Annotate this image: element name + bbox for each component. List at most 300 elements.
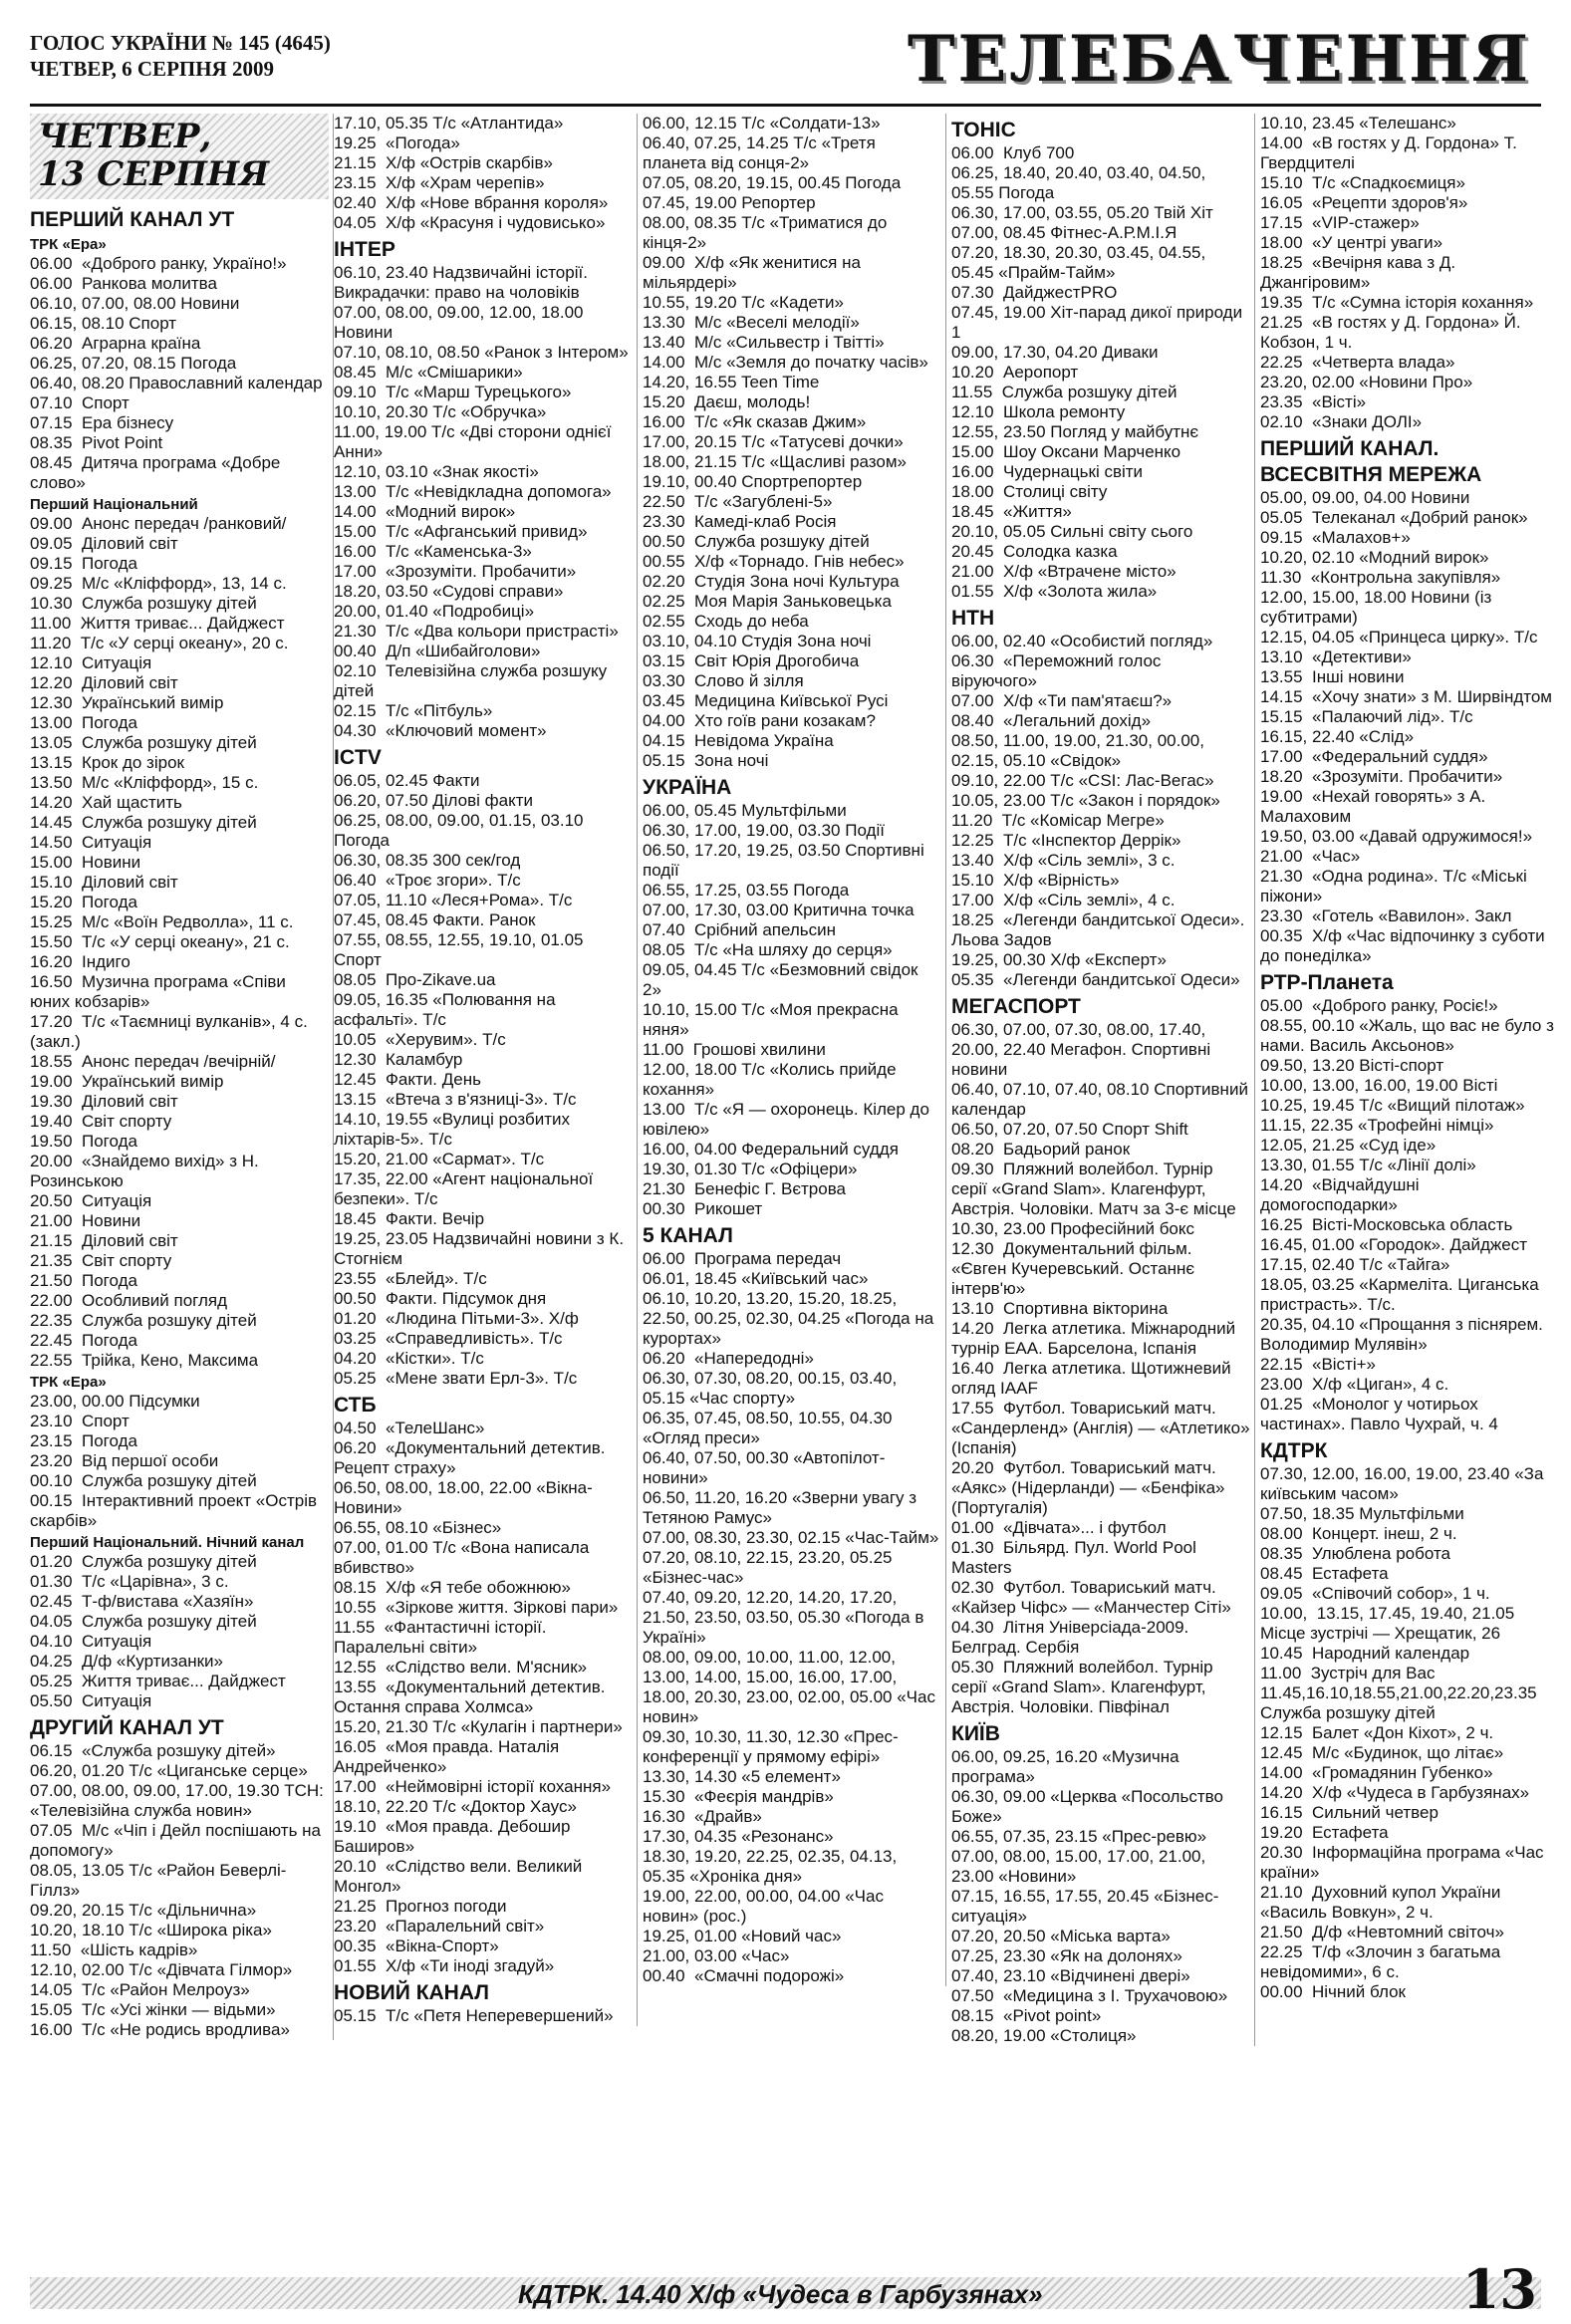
listing-line: 12.45 М/с «Будинок, що літає» — [1260, 1743, 1504, 1762]
channel-block — [334, 1980, 633, 2026]
listing-line: 18.00, 21.15 Т/с «Щасливі разом» — [643, 452, 907, 471]
listing-line: 09.00 Анонс передач /ранковий/ — [30, 514, 287, 533]
listing-line: 11.15, 22.35 «Трофейні німці» — [1260, 1116, 1494, 1135]
listing-line: 12.30 Український вимір — [30, 693, 224, 712]
listing-line: 23.20 «Паралельний світ» — [334, 1917, 545, 1936]
listing-line: 16.00 Т/с «Каменська-3» — [334, 542, 532, 561]
listing-line: 23.15 Х/ф «Храм черепів» — [334, 173, 545, 192]
listing-line: 18.55 Анонс передач /вечірній/ — [30, 1052, 276, 1071]
listing-line: 22.50 Т/с «Загублені-5» — [643, 492, 833, 511]
listing-line: 07.10, 08.10, 08.50 «Ранок з Інтером» — [334, 343, 629, 362]
listing-line: 19.50 Погода — [30, 1132, 137, 1151]
listing-line: 09.10, 22.00 Т/с «CSI: Лас-Вегас» — [951, 771, 1214, 790]
listing-line: 06.00, 02.40 «Особистий погляд» — [951, 632, 1213, 650]
channel-block — [951, 606, 1250, 990]
listing-line: 21.10 Духовний купол України «Василь Вовкун», 2 ч. — [1260, 1883, 1506, 1922]
listing-line: 10.10, 20.30 Т/с «Обручка» — [334, 402, 547, 421]
listing-line: 05.25 «Мене звати Ерл-3». Т/с — [334, 1369, 578, 1388]
listing-line: 02.10 «Знаки ДОЛІ» — [1260, 412, 1423, 431]
listing-line: 07.00, 08.00, 15.00, 17.00, 21.00, 23.00 «Новини» — [951, 1847, 1210, 1886]
listing-line: 02.25 Моя Марія Заньковецька — [643, 592, 892, 611]
listing-line: 07.05 М/с «Чіп і Дейл поспішають на допомогу» — [30, 1821, 326, 1860]
listing-line: 01.30 Більярд. Пул. World Pool Masters — [951, 1538, 1201, 1577]
listing-line: 21.00, 03.00 «Час» — [643, 1946, 790, 1965]
listing-line: 04.50 «ТелеШанс» — [334, 1419, 485, 1437]
listing-line: 23.55 «Блейд». Т/с — [334, 1269, 487, 1288]
listing-line: 20.10 «Слідство вели. Великий Монгол» — [334, 1857, 588, 1896]
listing-line: 07.00, 08.00, 09.00, 12.00, 18.00 Новини — [334, 303, 589, 342]
listing-line: 03.15 Світ Юрія Дрогобича — [643, 651, 860, 670]
listing-line: 11.50 «Шість кадрів» — [30, 1940, 198, 1959]
listing-line: 05.00, 09.00, 04.00 Новини — [1260, 488, 1470, 507]
listing-line: 07.15, 16.55, 17.55, 20.45 «Бізнес-ситуація» — [951, 1887, 1219, 1926]
listing-line: 18.30, 19.20, 22.25, 02.35, 04.13, 05.35 «Хроніка дня» — [643, 1847, 902, 1886]
listing-line: 14.50 Ситуація — [30, 833, 152, 852]
listing-line: 16.25 Вісті-Московська область — [1260, 1215, 1513, 1234]
listing-line: 00.40 Д/п «Шибайголови» — [334, 642, 541, 660]
listing-line: 00.50 Служба розшуку дітей — [643, 532, 870, 551]
listing-column-5 — [1260, 114, 1559, 2002]
listing-line: 04.00 Хто гоїв рани козакам? — [643, 711, 876, 730]
listing-line: 18.45 «Життя» — [951, 502, 1072, 521]
listing-line: 06.30, 07.30, 08.20, 00.15, 03.40, 05.15 «Час спорту» — [643, 1369, 902, 1408]
listing-line: 09.05 Діловий світ — [30, 534, 178, 553]
listing-line: 10.10, 15.00 Т/с «Моя прекрасна няня» — [643, 1000, 904, 1039]
listing-line: 21.50 Погода — [30, 1271, 137, 1290]
listing-line: 07.15 Ера бізнесу — [30, 413, 174, 432]
footer-promo: КДТРК. 14.40 Х/ф «Чудеса в Гарбузянах» — [518, 2279, 1043, 2309]
listing-line: 21.35 Світ спорту — [30, 1251, 172, 1270]
listing-line: 10.00, 13.15, 17.45, 19.40, 21.05 Місце зустрічі — Хрещатик, 26 — [1260, 1604, 1519, 1643]
channel-name: ICTV — [334, 746, 382, 769]
listing-line: 07.25, 23.30 «Як на долонях» — [951, 1946, 1182, 1965]
listing-line: 20.50 Ситуація — [30, 1191, 152, 1210]
listing-line: 14.20 Легка атлетика. Міжнародний турнір ЕАА. Барселона, Іспанія — [951, 1319, 1240, 1358]
listing-line: 06.00 Клуб 700 — [951, 143, 1075, 162]
listing-line: 08.00, 08.35 Т/с «Триматися до кінця-2» — [643, 213, 893, 252]
listing-line: 12.30 Каламбур — [334, 1050, 463, 1069]
listing-line: 15.05 Т/с «Усі жінки — відьми» — [30, 2000, 276, 2019]
channel-block — [334, 114, 633, 233]
listing-line: 11.20 Т/с «Комісар Мегре» — [951, 811, 1165, 830]
listing-line: 06.30, 17.00, 19.00, 03.30 Події — [643, 821, 885, 840]
listing-line: 06.30, 08.35 300 сек/год — [334, 851, 521, 870]
listing-line: 06.00 Ранкова молитва — [30, 274, 217, 293]
listing-line: 12.55 «Слідство вели. М'ясник» — [334, 1658, 588, 1677]
listing-line: 19.50, 03.00 «Давай одружимося!» — [1260, 827, 1533, 846]
listing-line: 04.25 Д/ф «Куртизанки» — [30, 1652, 223, 1671]
listing-line: 15.20, 21.00 «Сармат». Т/с — [334, 1150, 545, 1168]
listing-line: 11.00 Зустріч для Вас — [1260, 1664, 1436, 1682]
listing-line: 15.15 «Палаючий лід». Т/с — [1260, 707, 1473, 726]
listing-line: 10.10, 23.45 «Телешанс» — [1260, 114, 1456, 132]
listing-line: 10.20, 02.10 «Модний вирок» — [1260, 548, 1489, 567]
listing-line: 06.20 «Напередодні» — [643, 1349, 814, 1368]
channel-name: КДТРК — [1260, 1439, 1328, 1462]
listing-line: 09.25 М/с «Кліффорд», 13, 14 с. — [30, 574, 287, 593]
channel-block — [951, 1721, 1250, 2046]
listing-line: 10.20 Аеропорт — [951, 363, 1079, 382]
listing-line: 17.20 Т/с «Таємниці вулканів», 4 с. (закл.) — [30, 1012, 313, 1051]
listing-line: 05.50 Ситуація — [30, 1691, 152, 1710]
listing-line: 06.00, 05.45 Мультфільми — [643, 801, 847, 820]
listing-line: 05.15 Зона ночі — [643, 751, 769, 770]
listing-line: 13.15 «Втеча з в'язниці-3». Т/с — [334, 1090, 577, 1109]
subchannel-name: ТРК «Ера» — [30, 236, 107, 253]
listing-line: 06.55, 07.35, 23.15 «Прес-ревю» — [951, 1827, 1207, 1846]
listing-line: 19.30 Діловий світ — [30, 1092, 178, 1111]
listing-column-3 — [643, 114, 946, 1986]
listing-line: 02.20 Студія Зона ночі Культура — [643, 572, 900, 591]
listing-line: 14.05 Т/с «Район Мелроуз» — [30, 1980, 250, 1999]
listing-column-2 — [334, 114, 638, 2026]
listing-line: 06.35, 07.45, 08.50, 10.55, 04.30 «Огляд преси» — [643, 1409, 898, 1447]
listing-line: 15.10 Х/ф «Вірність» — [951, 871, 1120, 890]
listing-line: 06.40, 07.50, 00.30 «Автопілот-новини» — [643, 1448, 886, 1487]
listing-line: 14.00 «Модний вирок» — [334, 502, 516, 521]
listing-line: 07.05, 08.20, 19.15, 00.45 Погода — [643, 173, 902, 192]
listing-line: 21.30 Т/с «Два кольори пристрасті» — [334, 622, 619, 641]
listing-line: 01.00 «Дівчата»... і футбол — [951, 1518, 1167, 1537]
listing-line: 23.35 «Вісті» — [1260, 392, 1367, 411]
channel-block — [643, 114, 941, 771]
listing-line: 06.30, 17.00, 03.55, 05.20 Твій Хіт — [951, 203, 1213, 222]
listing-line: 23.20 Від першої особи — [30, 1451, 219, 1470]
listing-line: 08.05, 13.05 Т/с «Район Беверлі-Гіллз» — [30, 1861, 287, 1900]
listing-line: 02.15 Т/с «Пітбуль» — [334, 701, 493, 720]
listing-line: 16.20 Індиго — [30, 952, 131, 971]
listing-line: 00.00 Нічний блок — [1260, 1982, 1406, 2001]
listing-line: 08.35 Улюблена робота — [1260, 1544, 1451, 1563]
listing-line: 19.40 Світ спорту — [30, 1112, 172, 1131]
listing-line: 10.30, 23.00 Професійний бокс — [951, 1219, 1195, 1238]
listing-column-4 — [951, 114, 1255, 2046]
channel-block — [30, 207, 329, 1711]
listing-line: 07.20, 18.30, 20.30, 03.45, 04.55, 05.45 «Прайм-Тайм» — [951, 243, 1210, 282]
channel-block — [643, 775, 941, 1219]
listing-line: 17.55 Футбол. Товариський матч. «Сандерленд» (Англія) — «Атлетико» (Іспанія) — [951, 1399, 1255, 1457]
listing-line: 00.50 Факти. Підсумок дня — [334, 1289, 547, 1308]
listing-line: 13.00 Т/с «Невідкладна допомога» — [334, 482, 612, 501]
listing-line: 19.25 «Погода» — [334, 133, 460, 152]
listing-line: 07.45, 08.45 Факти. Ранок — [334, 910, 536, 929]
listing-line: 08.00 Концерт. інеш, 2 ч. — [1260, 1524, 1457, 1543]
listing-line: 15.10 Т/с «Спадкоємиця» — [1260, 173, 1465, 192]
listing-line: 14.20 Х/ф «Чудеса в Гарбузянах» — [1260, 1783, 1530, 1802]
listing-line: 13.30, 01.55 Т/с «Лінії долі» — [1260, 1156, 1476, 1174]
channel-name: ІНТЕР — [334, 238, 395, 261]
listing-line: 19.25, 00.30 Х/ф «Експерт» — [951, 950, 1167, 969]
listing-line: 23.30 Камеді-клаб Росія — [643, 512, 837, 531]
listing-line: 07.45, 19.00 Репортер — [643, 193, 816, 212]
listing-line: 07.40, 09.20, 12.20, 14.20, 17.20, 21.50, 23.50, 03.50, 05.30 «Погода в Україні» — [643, 1588, 929, 1647]
listing-line: 07.00, 01.00 Т/с «Вона написала вбивство» — [334, 1538, 595, 1577]
listing-line: 10.05, 23.00 Т/с «Закон і порядок» — [951, 791, 1220, 810]
listing-line: 12.25 Т/с «Інспектор Деррік» — [951, 831, 1181, 850]
listing-column-1 — [30, 114, 334, 2040]
listing-line: 04.30 Літня Універсіада-2009. Белград. Сербія — [951, 1618, 1194, 1657]
listing-line: 05.05 Телеканал «Добрий ранок» — [1260, 508, 1528, 527]
listing-line: 08.45 Естафета — [1260, 1564, 1389, 1583]
subchannel-name: Перший Національний — [30, 496, 198, 513]
listing-line: 08.20, 19.00 «Столиця» — [951, 2026, 1137, 2045]
listing-line: 13.40 Х/ф «Сіль землі», 3 с. — [951, 851, 1176, 870]
listing-line: 16.00 Чудернацькі світи — [951, 462, 1144, 481]
listing-line: 16.15, 22.40 «Слід» — [1260, 727, 1415, 746]
listing-line: 08.50, 11.00, 19.00, 21.30, 00.00, 02.15, 05.10 «Свідок» — [951, 731, 1209, 770]
listing-line: 21.30 «Одна родина». Т/с «Міські піжони» — [1260, 867, 1532, 905]
listing-line: 16.00, 04.00 Федеральний суддя — [643, 1140, 899, 1159]
listing-line: 13.05 Служба розшуку дітей — [30, 733, 257, 752]
listing-line: 08.35 Pivot Point — [30, 433, 163, 452]
listing-line: 13.55 «Документальний детектив. Остання справа Холмса» — [334, 1678, 611, 1716]
listing-line: 02.40 Х/ф «Нове вбрання короля» — [334, 193, 609, 212]
listing-line: 06.10, 23.40 Надзвичайні історії. Викрадачки: право на чоловіків — [334, 263, 593, 302]
listing-line: 20.10, 05.05 Сильні світу сього — [951, 522, 1193, 541]
listing-line: 06.01, 18.45 «Київський час» — [643, 1269, 869, 1288]
listing-line: 07.00, 08.45 Фітнес-А.Р.М.І.Я — [951, 223, 1178, 242]
channel-name: 5 КАНАЛ — [643, 1224, 733, 1247]
listing-line: 12.00, 15.00, 18.00 Новини (із субтитрами) — [1260, 588, 1497, 627]
listing-line: 19.10, 00.40 Спортрепортер — [643, 472, 863, 491]
listing-line: 17.35, 22.00 «Агент національної безпеки». Т/с — [334, 1169, 598, 1208]
listing-line: 08.05 Т/с «На шляху до серця» — [643, 940, 893, 959]
header-divider — [30, 104, 1541, 107]
listing-line: 06.40, 08.20 Православний календар — [30, 374, 323, 392]
day-title-line: 13 СЕРПНЯ — [38, 154, 269, 194]
listing-line: 18.45 Факти. Вечір — [334, 1209, 485, 1228]
listing-line: 10.45 Народний календар — [1260, 1644, 1470, 1663]
listing-line: 06.20, 07.50 Ділові факти — [334, 791, 533, 810]
listing-line: 10.05 «Херувим». Т/с — [334, 1030, 506, 1049]
listing-line: 08.40 «Легальний дохід» — [951, 711, 1152, 730]
listing-line: 09.05, 04.45 Т/с «Безмовний свідок 2» — [643, 960, 923, 999]
listing-line: 10.20, 18.10 Т/с «Широка ріка» — [30, 1921, 272, 1939]
listing-line: 05.25 Життя триває... Дайджест — [30, 1672, 286, 1690]
listing-line: 13.10 «Детективи» — [1260, 647, 1412, 666]
channel-block — [643, 1223, 941, 1986]
listing-line: 08.45 Дитяча програма «Добре слово» — [30, 453, 286, 492]
listing-line: 12.45 Факти. День — [334, 1070, 481, 1089]
listing-line: 11.30 «Контрольна закупівля» — [1260, 568, 1501, 587]
listing-line: 14.45 Служба розшуку дітей — [30, 813, 257, 832]
channel-name: ПЕРШИЙ КАНАЛ УТ — [30, 208, 235, 231]
channel-name: РТР-Планета — [1260, 971, 1394, 994]
listing-line: 08.20 Бадьорий ранок — [951, 1140, 1131, 1159]
listing-line: 09.30 Пляжний волейбол. Турнір серії «Grand Slam». Клагенфурт, Австрія. Чоловіки. Матч за 3-є місце — [951, 1160, 1236, 1218]
channel-block — [334, 1393, 633, 1976]
listing-line: 20.30 Інформаційна програма «Час країни» — [1260, 1843, 1549, 1882]
listing-line: 06.25, 07.20, 08.15 Погода — [30, 354, 237, 373]
listing-line: 16.50 Музична програма «Співи юних кобзарів» — [30, 972, 291, 1011]
listing-line: 19.35 Т/с «Сумна історія кохання» — [1260, 293, 1534, 312]
listing-line: 12.05, 21.25 «Суд іде» — [1260, 1136, 1437, 1155]
listing-line: 06.10, 10.20, 13.20, 15.20, 18.25, 22.50, 00.25, 02.30, 04.25 «Погода на курортах» — [643, 1289, 938, 1348]
listing-line: 13.50 М/с «Кліффорд», 15 с. — [30, 773, 259, 792]
channel-block — [334, 237, 633, 741]
listing-line: 07.55, 08.55, 12.55, 19.10, 01.05 Спорт — [334, 930, 589, 969]
day-title-line: ЧЕТВЕР, — [38, 117, 212, 156]
listing-line: 12.20 Діловий світ — [30, 673, 178, 692]
listing-line: 21.15 Діловий світ — [30, 1231, 178, 1250]
listing-line: 06.55, 17.25, 03.55 Погода — [643, 881, 850, 900]
listing-line: 15.00 Т/с «Афганський привид» — [334, 522, 588, 541]
listing-line: 12.10 Ситуація — [30, 653, 152, 672]
listing-line: 04.05 Служба розшуку дітей — [30, 1612, 257, 1631]
listing-line: 14.20 Хай щастить — [30, 793, 182, 812]
listing-line: 23.15 Погода — [30, 1431, 137, 1450]
listing-line: 02.10 Телевізійна служба розшуку дітей — [334, 661, 612, 700]
listing-line: 19.10 «Моя правда. Дебошир Баширов» — [334, 1817, 576, 1856]
listing-line: 01.30 Т/с «Царівна», 3 с. — [30, 1572, 229, 1591]
issue-date: ЧЕТВЕР, 6 СЕРПНЯ 2009 — [30, 57, 274, 81]
channel-block — [334, 745, 633, 1389]
listing-line: 19.00 Український вимір — [30, 1072, 224, 1091]
listing-line: 01.20 Служба розшуку дітей — [30, 1552, 257, 1571]
listing-line: 22.35 Служба розшуку дітей — [30, 1311, 257, 1330]
listing-line: 02.45 Т-ф/вистава «Хазяїн» — [30, 1592, 254, 1611]
listing-line: 02.30 Футбол. Товариський матч. «Кайзер Чіфс» — «Манчестер Сіті» — [951, 1578, 1231, 1617]
page-number: 13 — [1461, 2257, 1537, 2321]
listing-line: 01.25 «Монолог у чотирьох частинах». Павло Чухрай, ч. 4 — [1260, 1395, 1498, 1433]
listing-line: 07.00, 08.00, 09.00, 17.00, 19.30 ТСН: «Телевізійна служба новин» — [30, 1781, 329, 1820]
listing-line: 00.35 Х/ф «Час відпочинку з суботи до понеділка» — [1260, 926, 1550, 965]
listing-line: 16.05 «Рецепти здоров'я» — [1260, 193, 1468, 212]
listing-line: 05.35 «Легенди бандитської Одеси» — [951, 970, 1240, 989]
listing-line: 09.15 Погода — [30, 554, 137, 573]
listing-line: 10.55, 19.20 Т/с «Кадети» — [643, 293, 844, 312]
listing-line: 07.10 Спорт — [30, 393, 130, 412]
listing-line: 06.20, 01.20 Т/с «Циганське серце» — [30, 1761, 308, 1780]
listing-line: 20.45 Солодка казка — [951, 542, 1118, 561]
listing-line: 14.20 «Відчайдушні домогосподарки» — [1260, 1175, 1425, 1214]
day-title-box — [30, 114, 329, 199]
listing-line: 07.30, 12.00, 16.00, 19.00, 23.40 «За київським часом» — [1260, 1464, 1549, 1503]
listing-line: 13.40 М/с «Сильвестр і Твітті» — [643, 333, 885, 352]
listing-line: 13.10 Спортивна вікторина — [951, 1299, 1169, 1318]
listing-line: 01.55 Х/ф «Золота жила» — [951, 582, 1158, 601]
listing-line: 00.55 Х/ф «Торнадо. Гнів небес» — [643, 552, 905, 571]
listing-line: 07.30 ДайджестPRO — [951, 283, 1118, 302]
listing-line: 14.00 «Громадянин Губенко» — [1260, 1763, 1493, 1782]
listing-line: 04.20 «Кістки». Т/с — [334, 1349, 484, 1368]
listing-line: 16.00 Т/с «Як сказав Джим» — [643, 412, 867, 431]
listing-line: 08.55, 00.10 «Жаль, що вас не було з нами. Василь Аксьонов» — [1260, 1016, 1559, 1055]
listing-line: 12.30 Документальний фільм. «Євген Кучеревський. Останнє інтерв'ю» — [951, 1239, 1199, 1298]
listing-line: 20.00, 01.40 «Подробиці» — [334, 602, 535, 621]
listing-line: 21.00 «Час» — [1260, 847, 1361, 866]
listing-line: 20.00 «Знайдемо вихід» з Н. Розинською — [30, 1152, 264, 1190]
listing-line: 07.40 Срібний апельсин — [643, 920, 837, 939]
listing-line: 09.05 «Співочий собор», 1 ч. — [1260, 1584, 1490, 1603]
listing-line: 06.30, 07.00, 07.30, 08.00, 17.40, 20.00, 22.40 Мегафон. Спортивні новини — [951, 1020, 1215, 1079]
listing-line: 18.05, 03.25 «Кармеліта. Циганська пристрасть». Т/с. — [1260, 1275, 1544, 1314]
listing-line: 12.55, 23.50 Погляд у майбутнє — [951, 422, 1199, 441]
listing-line: 09.50, 13.20 Вісті-спорт — [1260, 1056, 1444, 1075]
issue-number: ГОЛОС УКРАЇНИ № 145 (4645) — [30, 31, 331, 55]
listing-line: 10.00, 13.00, 16.00, 19.00 Вісті — [1260, 1076, 1498, 1095]
channel-name: КИЇВ — [951, 1722, 1000, 1745]
listing-line: 03.10, 04.10 Студія Зона ночі — [643, 632, 872, 650]
listing-line: 06.40, 07.25, 14.25 Т/с «Третя планета від сонця-2» — [643, 133, 881, 172]
listing-line: 15.20, 21.30 Т/с «Кулагін і партнери» — [334, 1717, 623, 1736]
listing-line: 09.00 Х/ф «Як женитися на мільярдері» — [643, 253, 866, 292]
listing-line: 06.05, 02.45 Факти — [334, 771, 480, 790]
listing-line: 23.00, 00.00 Підсумки — [30, 1392, 200, 1411]
listing-line: 22.25 «Четверта влада» — [1260, 353, 1455, 372]
listing-line: 21.00 Новини — [30, 1211, 141, 1230]
listing-line: 16.05 «Моя правда. Наталія Андрейченко» — [334, 1737, 564, 1776]
listing-line: 06.15 «Служба розшуку дітей» — [30, 1741, 276, 1760]
channel-name: СТБ — [334, 1394, 377, 1417]
listing-line: 03.45 Медицина Київської Русі — [643, 691, 889, 710]
listing-line: 18.00 «У центрі уваги» — [1260, 233, 1443, 252]
listing-line: 00.30 Рикошет — [643, 1199, 763, 1218]
listing-line: 09.00, 17.30, 04.20 Диваки — [951, 343, 1159, 362]
listing-line: 04.15 Невідома Україна — [643, 731, 834, 750]
listing-line: 17.10, 05.35 Т/с «Атлантида» — [334, 114, 564, 132]
listing-line: 15.20 Погода — [30, 893, 137, 911]
channel-name: НТН — [951, 607, 995, 630]
section-title: ТЕЛЕБАЧЕННЯ — [907, 22, 1531, 97]
listing-line: 22.15 «Вісті+» — [1260, 1355, 1377, 1374]
listing-line: 17.00 «Федеральний суддя» — [1260, 747, 1488, 766]
listing-line: 22.45 Погода — [30, 1331, 137, 1350]
listing-line: 17.15, 02.40 Т/с «Тайга» — [1260, 1255, 1450, 1274]
listing-line: 17.15 «VIP-стажер» — [1260, 213, 1420, 232]
listing-line: 05.30 Пляжний волейбол. Турнір серії «Grand Slam». Клагенфурт, Австрія. Чоловіки. Півфінал — [951, 1658, 1218, 1716]
listing-line: 04.10 Ситуація — [30, 1632, 152, 1651]
listing-line: 22.00 Особливий погляд — [30, 1291, 228, 1310]
listing-line: 21.25 «В гостях у Д. Гордона» Й. Кобзон, 1 ч. — [1260, 313, 1526, 352]
listing-line: 17.00, 20.15 Т/с «Татусеві дочки» — [643, 432, 904, 451]
channel-name: ПЕРШИЙ КАНАЛ. ВСЕСВІТНЯ МЕРЕЖА — [1260, 437, 1482, 486]
listing-line: 12.10 Школа ремонту — [951, 402, 1126, 421]
listing-line: 06.15, 08.10 Спорт — [30, 314, 177, 333]
listing-line: 22.55 Трійка, Кено, Максима — [30, 1351, 259, 1370]
listing-line: 05.00 «Доброго ранку, Росіє!» — [1260, 996, 1498, 1015]
listing-line: 06.30, 09.00 «Церква «Посольство Боже» — [951, 1787, 1228, 1826]
listing-line: 16.40 Легка атлетика. Щотижневий огляд IAAF — [951, 1359, 1236, 1398]
listing-line: 06.50, 07.20, 07.50 Спорт Shift — [951, 1120, 1188, 1139]
channel-name: НОВИЙ КАНАЛ — [334, 1981, 489, 2004]
channel-block — [951, 994, 1255, 1717]
listing-line: 02.55 Сходь до неба — [643, 612, 809, 631]
listing-line: 08.45 М/с «Смішарики» — [334, 363, 523, 382]
listing-line: 13.00 Т/с «Я — охоронець. Кілер до ювілею» — [643, 1100, 934, 1139]
listing-line: 14.10, 19.55 «Вулиці розбитих ліхтарів-5». Т/с — [334, 1110, 575, 1149]
listing-line: 23.30 «Готель «Вавилон». Закл — [1260, 906, 1512, 925]
listing-line: 16.00 Т/с «Не родись вродлива» — [30, 2020, 290, 2039]
listing-line: 08.05 Про-Zikave.ua — [334, 970, 496, 989]
listing-line: 09.15 «Малахов+» — [1260, 528, 1411, 547]
listing-line: 01.20 «Людина Пітьми-3». Х/ф — [334, 1309, 579, 1328]
listing-line: 15.00 Шоу Оксани Марченко — [951, 442, 1181, 461]
listing-line: 16.30 «Драйв» — [643, 1807, 762, 1826]
channel-block — [30, 1715, 329, 2040]
listing-line: 06.00, 09.25, 16.20 «Музична програма» — [951, 1747, 1184, 1786]
listing-line: 13.55 Інші новини — [1260, 667, 1405, 686]
listing-line: 09.10 Т/с «Марш Турецького» — [334, 383, 572, 401]
listing-line: 09.20, 20.15 Т/с «Дільнична» — [30, 1901, 257, 1920]
listing-line: 06.20 «Документальний детектив. Рецепт страху» — [334, 1438, 611, 1477]
listing-line: 11.55 Служба розшуку дітей — [951, 383, 1178, 401]
listing-line: 03.30 Слово й зілля — [643, 671, 804, 690]
listing-line: 00.40 «Смачні подорожі» — [643, 1966, 845, 1985]
listing-line: 15.20 Даєш, молодь! — [643, 392, 811, 411]
listing-line: 18.10, 22.20 Т/с «Доктор Хаус» — [334, 1797, 577, 1816]
listing-line: 18.20 «Зрозуміти. Пробачити» — [1260, 767, 1503, 786]
